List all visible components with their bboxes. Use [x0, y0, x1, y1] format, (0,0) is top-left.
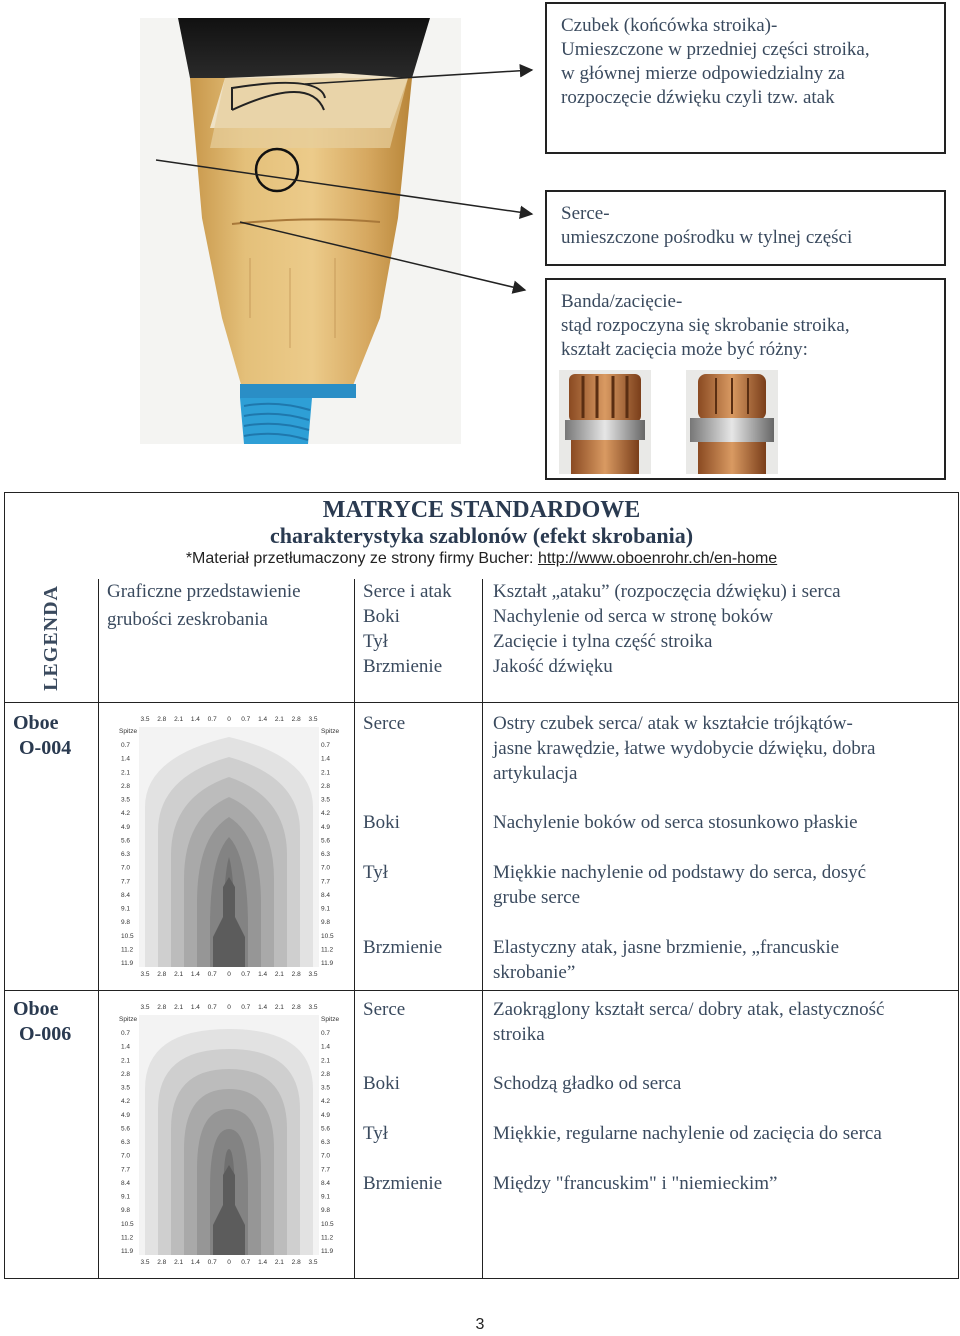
row-label: Boki: [363, 812, 400, 833]
legend-graphic-cell: [99, 579, 355, 703]
table-header-cell: [5, 493, 959, 579]
matrix-bottom-tick: 2.1: [174, 971, 184, 978]
oboe-cell: [5, 703, 99, 991]
matrix-bottom-tick: 0.7: [241, 1259, 251, 1266]
matrix-right-tick: 8.4: [321, 1179, 331, 1187]
matrix-top-tick: 2.1: [174, 1004, 184, 1011]
matrix-bottom-tick: 2.8: [291, 971, 301, 978]
matrix-left-tick: 10.5: [121, 1220, 134, 1228]
matrix-bottom-tick: 0.7: [207, 971, 217, 978]
row-labels-cell: [355, 991, 483, 1279]
matrix-left-tick: 9.1: [121, 905, 131, 913]
matrix-left-tick: 5.6: [121, 1125, 131, 1133]
matrix-left-tick: 10.5: [121, 932, 134, 940]
heart-callout-line: umieszczone pośrodku w tylnej części: [561, 227, 853, 248]
matrix-top-tick: 3.5: [140, 1004, 150, 1011]
matrix-left-tick: 4.9: [121, 1111, 131, 1119]
matrix-right-tick: 0.7: [321, 1030, 331, 1037]
legend-category: Boki: [363, 605, 400, 627]
row-labels-cell: [355, 703, 483, 991]
matrix-right-tick: 3.5: [321, 1084, 331, 1092]
matrix-left-tick: 7.0: [121, 1152, 131, 1160]
matrix-bottom-tick: 2.1: [274, 1259, 284, 1266]
matrix-bottom-tick: 1.4: [190, 971, 200, 978]
matrix-left-tick: 11.2: [121, 946, 134, 954]
matrix-left-tick: 3.5: [121, 1084, 131, 1092]
row-description: skrobanie”: [493, 962, 576, 983]
matrix-left-tick: 6.3: [121, 851, 131, 858]
matrix-top-tick: 2.8: [157, 1004, 167, 1011]
matrix-bottom-tick: 1.4: [258, 1259, 268, 1266]
matrix-right-tick: 4.2: [321, 1098, 331, 1106]
tip-callout-line: Umieszczone w przedniej części stroika,: [561, 39, 870, 60]
matrix-bottom-tick: 0.7: [207, 1259, 217, 1266]
legend-category: Brzmienie: [363, 655, 443, 677]
matrix-right-tick: 5.6: [321, 837, 331, 845]
matrix-right-tick: 5.6: [321, 1125, 331, 1133]
matrix-left-tick: 11.2: [121, 1234, 134, 1242]
matrix-top-tick: 2.1: [274, 1004, 284, 1011]
legend-description: Jakość dźwięku: [493, 655, 613, 677]
row-description: Nachylenie boków od serca stosunkowo płaskie: [493, 812, 858, 833]
legend-description: Kształt „ataku” (rozpoczęcia dźwięku) i serca: [493, 580, 841, 602]
matrix-right-tick: 4.9: [321, 823, 331, 831]
matrix-top-tick: 3.5: [140, 716, 150, 723]
matrix-left-tick: 4.2: [121, 1098, 131, 1106]
matrix-right-tick: 3.5: [321, 796, 331, 804]
matrix-right-tick: 8.4: [321, 891, 331, 899]
matrix-left-tick: 9.8: [121, 1207, 131, 1215]
band-callout-line: Banda/zacięcie-: [561, 291, 683, 312]
shaper-photos: [559, 370, 939, 474]
table-subtitle: charakterystyka szablonów (efekt skrobania): [269, 523, 694, 548]
page-number: 3: [475, 1316, 485, 1333]
matrix-left-tick: 0.7: [121, 742, 131, 749]
matrix-right-tick: 11.9: [321, 1248, 334, 1255]
oboe-code: O-006: [19, 1023, 72, 1045]
matrix-left-tick: 11.9: [121, 1248, 134, 1255]
row-description: Elastyczny atak, jasne brzmienie, „francuskie: [493, 937, 840, 958]
matrix-corner-label: Spitze: [119, 728, 138, 735]
matrix-right-tick: 2.1: [321, 769, 331, 777]
matrix-left-tick: 2.1: [121, 1057, 131, 1065]
matrix-right-tick: 7.7: [321, 1166, 331, 1174]
matrix-bottom-tick: 0.7: [241, 971, 251, 978]
row-label: Boki: [363, 1073, 400, 1094]
row-label: Serce: [363, 713, 406, 734]
table-title: MATRYCE STANDARDOWE: [322, 497, 641, 523]
matrix-left-tick: 7.7: [121, 1166, 131, 1174]
matrix-right-tick: 7.0: [321, 1152, 331, 1160]
tip-callout-line: Czubek (końcówka stroika)-: [561, 15, 778, 36]
legend-category: Serce i atak: [363, 580, 452, 602]
heart-callout: [545, 190, 946, 266]
matrix-top-tick: 0: [227, 716, 231, 723]
row-descriptions-cell: [483, 703, 959, 991]
matrix-right-tick: 7.7: [321, 878, 331, 886]
legend-descriptions-cell: [483, 579, 959, 703]
matrix-left-tick: 2.1: [121, 769, 131, 777]
matrix-top-tick: 2.8: [291, 716, 301, 723]
matrix-left-tick: 1.4: [121, 1043, 131, 1051]
legend-category: Tył: [363, 630, 389, 652]
band-callout-line: kształt zacięcia może być różny:: [561, 339, 808, 360]
source-note: [5, 549, 958, 569]
legend-description: Nachylenie od serca w stronę boków: [493, 605, 774, 627]
legend-label: LEGENDA: [40, 584, 62, 691]
shaper-photo-1: [559, 370, 651, 474]
row-label: Serce: [363, 999, 406, 1020]
oboe-name: Oboe: [13, 998, 59, 1020]
table-row: [5, 703, 959, 991]
row-description: Miękkie, regularne nachylenie od zacięcia do serca: [493, 1123, 882, 1144]
row-description: Schodzą gładko od serca: [493, 1073, 682, 1094]
matrix-right-tick: 9.1: [321, 1193, 331, 1201]
matrix-top-tick: 1.4: [190, 716, 200, 723]
oboe-code: O-004: [19, 737, 72, 759]
matrix-right-tick: 9.8: [321, 1207, 331, 1215]
oboe-cell: [5, 991, 99, 1279]
matrix-bottom-tick: 2.8: [157, 971, 167, 978]
row-label: Brzmienie: [363, 1173, 443, 1194]
matrix-right-tick: 4.9: [321, 1111, 331, 1119]
matrix-top-tick: 3.5: [308, 1004, 318, 1011]
matrix-right-tick: 2.8: [321, 782, 331, 790]
row-description: Między "francuskim" i "niemieckim”: [493, 1173, 778, 1194]
matrix-bottom-tick: 3.5: [308, 1259, 318, 1266]
matrix-left-tick: 5.6: [121, 837, 131, 845]
row-description: grube serce: [493, 887, 581, 908]
matrix-left-tick: 0.7: [121, 1030, 131, 1037]
row-description: Zaokrąglony kształt serca/ dobry atak, elastyczność: [493, 999, 885, 1020]
matrix-bottom-tick: 2.1: [274, 971, 284, 978]
matrix-top-tick: 1.4: [258, 716, 268, 723]
matrix-right-tick: 9.8: [321, 919, 331, 927]
row-descriptions-cell: [483, 991, 959, 1279]
row-description: stroika: [493, 1024, 545, 1045]
matrix-left-tick: 8.4: [121, 891, 131, 899]
matrix-right-tick: 10.5: [321, 1220, 334, 1228]
table-row: [5, 991, 959, 1279]
matrix-top-tick: 1.4: [190, 1004, 200, 1011]
matrix-corner-label: Spitze: [119, 1016, 138, 1023]
matrix-left-tick: 8.4: [121, 1179, 131, 1187]
matrix-right-tick: 6.3: [321, 851, 331, 858]
matrix-bottom-tick: 2.1: [174, 1259, 184, 1266]
matrix-bottom-tick: 0: [227, 1259, 231, 1266]
matrix-left-tick: 9.1: [121, 1193, 131, 1201]
tip-callout: [545, 2, 946, 154]
matrix-right-tick: 1.4: [321, 1043, 331, 1051]
matrix-corner-label: Spitze: [321, 728, 340, 735]
matrix-bottom-tick: 0: [227, 971, 231, 978]
matrix-bottom-tick: 1.4: [258, 971, 268, 978]
matrix-right-tick: 7.0: [321, 864, 331, 872]
row-label: Tył: [363, 862, 389, 883]
tip-callout-line: w głównej mierze odpowiedzialny za: [561, 63, 845, 84]
matrix-bottom-tick: 2.8: [157, 1259, 167, 1266]
matrix-right-tick: 2.8: [321, 1070, 331, 1078]
matrix-top-tick: 3.5: [308, 716, 318, 723]
matrix-top-tick: 2.8: [291, 1004, 301, 1011]
matrix-right-tick: 9.1: [321, 905, 331, 913]
matrix-top-tick: 1.4: [258, 1004, 268, 1011]
thickness-matrix-chart-o004: [109, 709, 349, 981]
matrix-right-tick: 6.3: [321, 1139, 331, 1146]
matrix-top-tick: 2.1: [174, 716, 184, 723]
band-callout: [545, 278, 946, 480]
matrix-left-tick: 6.3: [121, 1139, 131, 1146]
matrix-bottom-tick: 3.5: [140, 971, 150, 978]
matrix-right-tick: 1.4: [321, 755, 331, 763]
row-description: artykulacja: [493, 763, 578, 784]
matrix-left-tick: 2.8: [121, 1070, 131, 1078]
matrix-top-tick: 2.1: [274, 716, 284, 723]
matrix-right-tick: 4.2: [321, 810, 331, 818]
matrix-bottom-tick: 3.5: [308, 971, 318, 978]
legend-graphic-text: grubości zeskrobania: [107, 608, 268, 630]
legend-cell: [5, 579, 99, 703]
matrix-left-tick: 4.2: [121, 810, 131, 818]
band-callout-line: stąd rozpoczyna się skrobanie stroika,: [561, 315, 850, 336]
tip-callout-line: rozpoczęcie dźwięku czyli tzw. atak: [561, 87, 835, 108]
matrix-left-tick: 9.8: [121, 919, 131, 927]
row-label: Tył: [363, 1123, 389, 1144]
legend-description: Zacięcie i tylna część stroika: [493, 630, 713, 652]
thickness-matrix-chart-o006: [109, 997, 349, 1269]
matrix-top-tick: 0.7: [207, 716, 217, 723]
shaper-photo-2: [686, 370, 778, 474]
row-description: Ostry czubek serca/ atak w kształcie trójkątów-: [493, 713, 853, 734]
matrix-right-tick: 0.7: [321, 742, 331, 749]
matrix-left-tick: 4.9: [121, 823, 131, 831]
matrix-bottom-tick: 3.5: [140, 1259, 150, 1266]
matrix-left-tick: 2.8: [121, 782, 131, 790]
matrix-top-tick: 0: [227, 1004, 231, 1011]
matrix-top-tick: 0.7: [241, 716, 251, 723]
matrix-right-tick: 2.1: [321, 1057, 331, 1065]
source-link[interactable]: http://www.oboenrohr.ch/en-home: [537, 550, 778, 567]
matrix-right-tick: 11.2: [321, 946, 334, 954]
matrix-top-tick: 0.7: [241, 1004, 251, 1011]
matrix-chart-cell: [99, 703, 355, 991]
oboe-name: Oboe: [13, 712, 59, 734]
row-description: Miękkie nachylenie od podstawy do serca, dosyć: [493, 862, 867, 883]
standard-matrices-table: [4, 492, 959, 1279]
row-label: Brzmienie: [363, 937, 443, 958]
matrix-left-tick: 7.7: [121, 878, 131, 886]
matrix-right-tick: 11.9: [321, 960, 334, 967]
source-note-text: *Materiał przetłumaczony ze strony firmy Bucher:: [185, 550, 538, 567]
matrix-right-tick: 11.2: [321, 1234, 334, 1242]
matrix-right-tick: 10.5: [321, 932, 334, 940]
matrix-corner-label: Spitze: [321, 1016, 340, 1023]
matrix-left-tick: 1.4: [121, 755, 131, 763]
matrix-top-tick: 2.8: [157, 716, 167, 723]
matrix-chart-cell: [99, 991, 355, 1279]
heart-callout-line: Serce-: [561, 203, 610, 224]
matrix-left-tick: 11.9: [121, 960, 134, 967]
row-description: jasne krawędzie, łatwe wydobycie dźwięku, dobra: [493, 738, 876, 759]
matrix-bottom-tick: 1.4: [190, 1259, 200, 1266]
matrix-left-tick: 7.0: [121, 864, 131, 872]
legend-categories-cell: [355, 579, 483, 703]
matrix-left-tick: 3.5: [121, 796, 131, 804]
matrix-bottom-tick: 2.8: [291, 1259, 301, 1266]
legend-graphic-text: Graficzne przedstawienie: [107, 580, 301, 602]
matrix-top-tick: 0.7: [207, 1004, 217, 1011]
